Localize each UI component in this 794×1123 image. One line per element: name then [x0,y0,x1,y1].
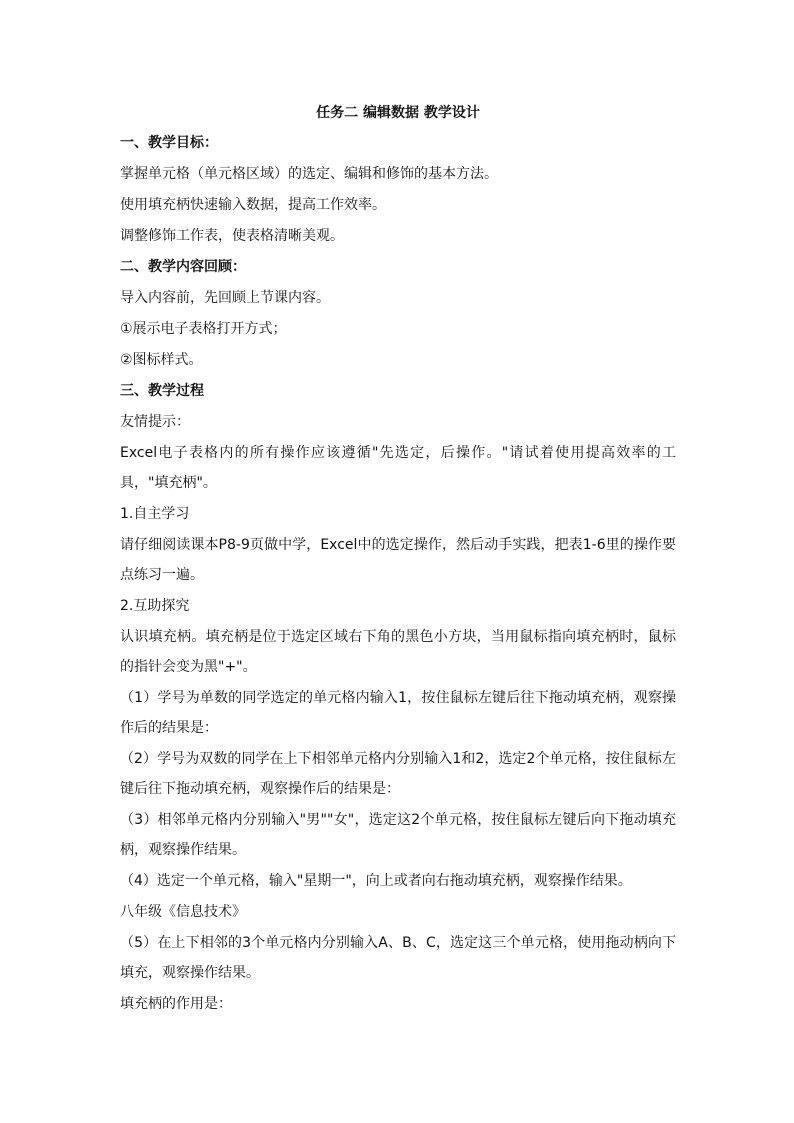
step-item: （5）在上下相邻的3个单元格内分别输入A、B、C，选定这三个单元格，使用拖动柄向下填充，观察操作结果。 [120,935,676,981]
self-study-text: 请仔细阅读课本P8-9页做中学，Excel中的选定操作，然后动手实践，把表1-6里的操作要点练习一遍。 [120,537,676,583]
step-item: （3）相邻单元格内分别输入"男""女"，选定这2个单元格，按住鼠标左键后向下拖动填充柄，观察操作结果。 [120,812,676,858]
review-heading: 二、教学内容回顾： [120,259,246,275]
goal-item: 使用填充柄快速输入数据，提高工作效率。 [120,197,386,213]
goals-heading: 一、教学目标： [120,135,218,151]
document-page [120,102,676,1024]
tip-text: Excel电子表格内的所有操作应该遵循"先选定，后操作。"请试着使用提高效率的工具，"填充柄"。 [120,445,676,491]
self-study-heading: 1.自主学习 [120,506,190,522]
step-item: （1）学号为单数的同学选定的单元格内输入1，按住鼠标左键后往下拖动填充柄，观察操作后的结果是： [120,690,676,736]
step-item: （4）选定一个单元格，输入"星期一"，向上或者向右拖动填充柄，观察操作结果。 [120,873,632,889]
goal-item: 掌握单元格（单元格区域）的选定、编辑和修饰的基本方法。 [120,166,498,182]
document-title: 任务二 编辑数据 教学设计 [316,105,480,121]
explore-intro: 认识填充柄。填充柄是位于选定区域右下角的黑色小方块，当用鼠标指向填充柄时，鼠标的指针会变为黑"+"。 [120,629,676,675]
closing-text: 填充柄的作用是： [120,996,232,1012]
tip-label: 友情提示： [120,414,190,430]
step-item: （2）学号为双数的同学在上下相邻单元格内分别输入1和2，选定2个单元格，按住鼠标左键后往下拖动填充柄，观察操作后的结果是： [120,751,676,797]
review-item: ②图标样式。 [120,352,203,368]
grade-label: 八年级《信息技术》 [120,904,246,920]
goal-item: 调整修饰工作表，使表格清晰美观。 [120,228,344,244]
process-heading: 三、教学过程 [120,383,204,399]
review-item: ①展示电子表格打开方式； [120,321,287,337]
review-item: 导入内容前，先回顾上节课内容。 [120,290,330,306]
explore-heading: 2.互助探究 [120,598,190,614]
